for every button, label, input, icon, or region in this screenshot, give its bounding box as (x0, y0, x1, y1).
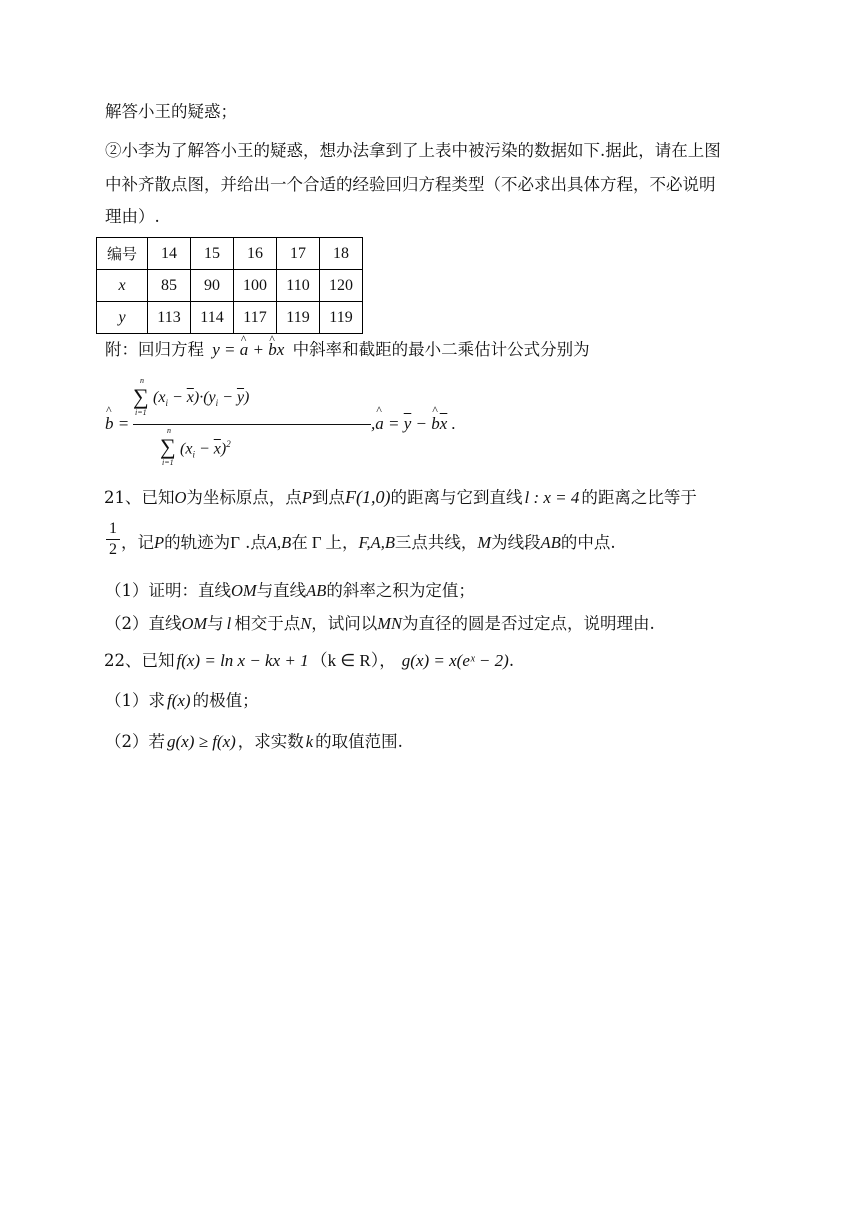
text: 的斜率之积为定值； (326, 581, 475, 600)
math-var: k (305, 732, 314, 751)
table-row (97, 270, 363, 302)
math-var: Γ (230, 533, 240, 552)
least-squares-formula: ^ b = n ∑ i=1 $(x_i - \overline{x})\cdot(y_i - \overline{y})$ n ∑ i=1 $(x_i - \overline{x})^2$ ,^ $a = \overline{y}$ − ^ $b\overline{x}$ . (105, 378, 405, 473)
math-var: F,A,B (358, 533, 395, 552)
table-cell: 119 (320, 302, 363, 334)
text: 的轨迹为 (164, 533, 231, 552)
text-line-4: 理由）. (105, 207, 160, 226)
math-function-g: g(x) = x(eˣ − 2) (401, 651, 509, 670)
text: （2）直线 (105, 614, 182, 633)
text: 在 (291, 533, 308, 552)
table-cell: 119 (277, 302, 320, 334)
table-header-cell: 编号 (97, 238, 148, 270)
text: ，记 (121, 533, 154, 552)
math-var: OM (231, 581, 257, 600)
table-header-cell: y (97, 302, 148, 334)
text: （2）若 (105, 732, 165, 751)
math-var: OM (181, 614, 208, 633)
question-21-line-1 (104, 486, 697, 509)
fraction-numerator: 1 (109, 520, 117, 537)
text: 为线段 (491, 533, 541, 552)
question-22-part-1 (105, 690, 259, 712)
question-number: 22、 (104, 651, 142, 670)
text-line-2: ②小李为了解答小王的疑惑，想办法拿到了上表中被污染的数据如下.据此，请在上图 (105, 141, 721, 160)
text: 到点 (312, 488, 346, 507)
table-cell: 100 (234, 270, 277, 302)
math-var: AB (306, 581, 327, 600)
text: 与 (207, 614, 224, 633)
text: 相交于点 (234, 614, 301, 633)
fraction-denominator: 2 (109, 541, 117, 558)
text: 的取值范围. (315, 732, 403, 751)
text: 已知 (141, 651, 175, 670)
text-line-1: 解答小王的疑惑； (105, 102, 237, 121)
math-var: AB (540, 533, 561, 552)
table-row (97, 238, 363, 270)
appendix-description: 中斜率和截距的最小二乘估计公式分别为 (292, 340, 590, 359)
text: 为直径的圆是否过定点，说明理由. (402, 614, 655, 633)
table-cell: 113 (148, 302, 191, 334)
table-cell: 114 (191, 302, 234, 334)
table-cell: 14 (148, 238, 191, 270)
math-var: M (477, 533, 492, 552)
question-21-part-1 (105, 580, 475, 602)
math-var: MN (377, 614, 403, 633)
math-line: l : x = 4 (524, 488, 580, 507)
text: （1）求 (105, 691, 165, 710)
text: 的中点. (560, 533, 616, 552)
text-line-3: 中补齐散点图，并给出一个合适的经验回归方程类型（不必求出具体方程，不必说明 (105, 175, 716, 194)
text: . (508, 651, 515, 670)
math-var: Γ (311, 533, 322, 552)
text: 与直线 (256, 581, 307, 600)
math-var: O (174, 488, 187, 507)
math-var: l (226, 614, 232, 633)
math-var: P (154, 533, 165, 552)
math-point: F(1,0) (345, 487, 391, 507)
table-cell: 15 (191, 238, 234, 270)
question-number: 21、 (104, 488, 142, 507)
question-22-part-2 (105, 731, 403, 753)
table-cell: 110 (277, 270, 320, 302)
text: ，求实数 (237, 732, 304, 751)
text: 的极值； (192, 691, 259, 710)
math-condition: （k ∈ R） (310, 651, 380, 670)
text: 为坐标原点，点 (186, 488, 302, 507)
math-inequality: g(x) ≥ f(x) (167, 732, 236, 751)
table-cell: 16 (234, 238, 277, 270)
text: （1）证明：直线 (105, 581, 231, 600)
text: 已知 (141, 488, 175, 507)
table-cell: 85 (148, 270, 191, 302)
text: 上， (325, 533, 359, 552)
table-row (97, 302, 363, 334)
text: 的距离与它到直线 (390, 488, 523, 507)
appendix-line (105, 339, 590, 361)
table-cell: 117 (234, 302, 277, 334)
fraction-one-half (106, 520, 120, 559)
table-cell: 120 (320, 270, 363, 302)
text: 三点共线， (394, 533, 478, 552)
text: .点 (239, 533, 267, 552)
question-22-line-1 (104, 650, 514, 672)
data-table (96, 237, 363, 334)
regression-equation: y = ^ a + ^ bx (212, 340, 284, 359)
text: ， (379, 651, 396, 670)
question-21-line-2 (121, 532, 616, 554)
table-cell: 18 (320, 238, 363, 270)
text: 的距离之比等于 (581, 488, 697, 507)
math-var: A,B (266, 533, 292, 552)
math-var: P (301, 488, 313, 507)
math-function-f: f(x) (167, 691, 191, 710)
table-header-cell: x (97, 270, 148, 302)
appendix-label: 附：回归方程 (105, 340, 204, 359)
question-21-part-2 (105, 613, 655, 635)
table-cell: 90 (191, 270, 234, 302)
text: ，试问以 (311, 614, 378, 633)
math-var: N (300, 614, 312, 633)
math-function-f: f(x) = ln x − kx + 1 (176, 651, 309, 670)
table-cell: 17 (277, 238, 320, 270)
